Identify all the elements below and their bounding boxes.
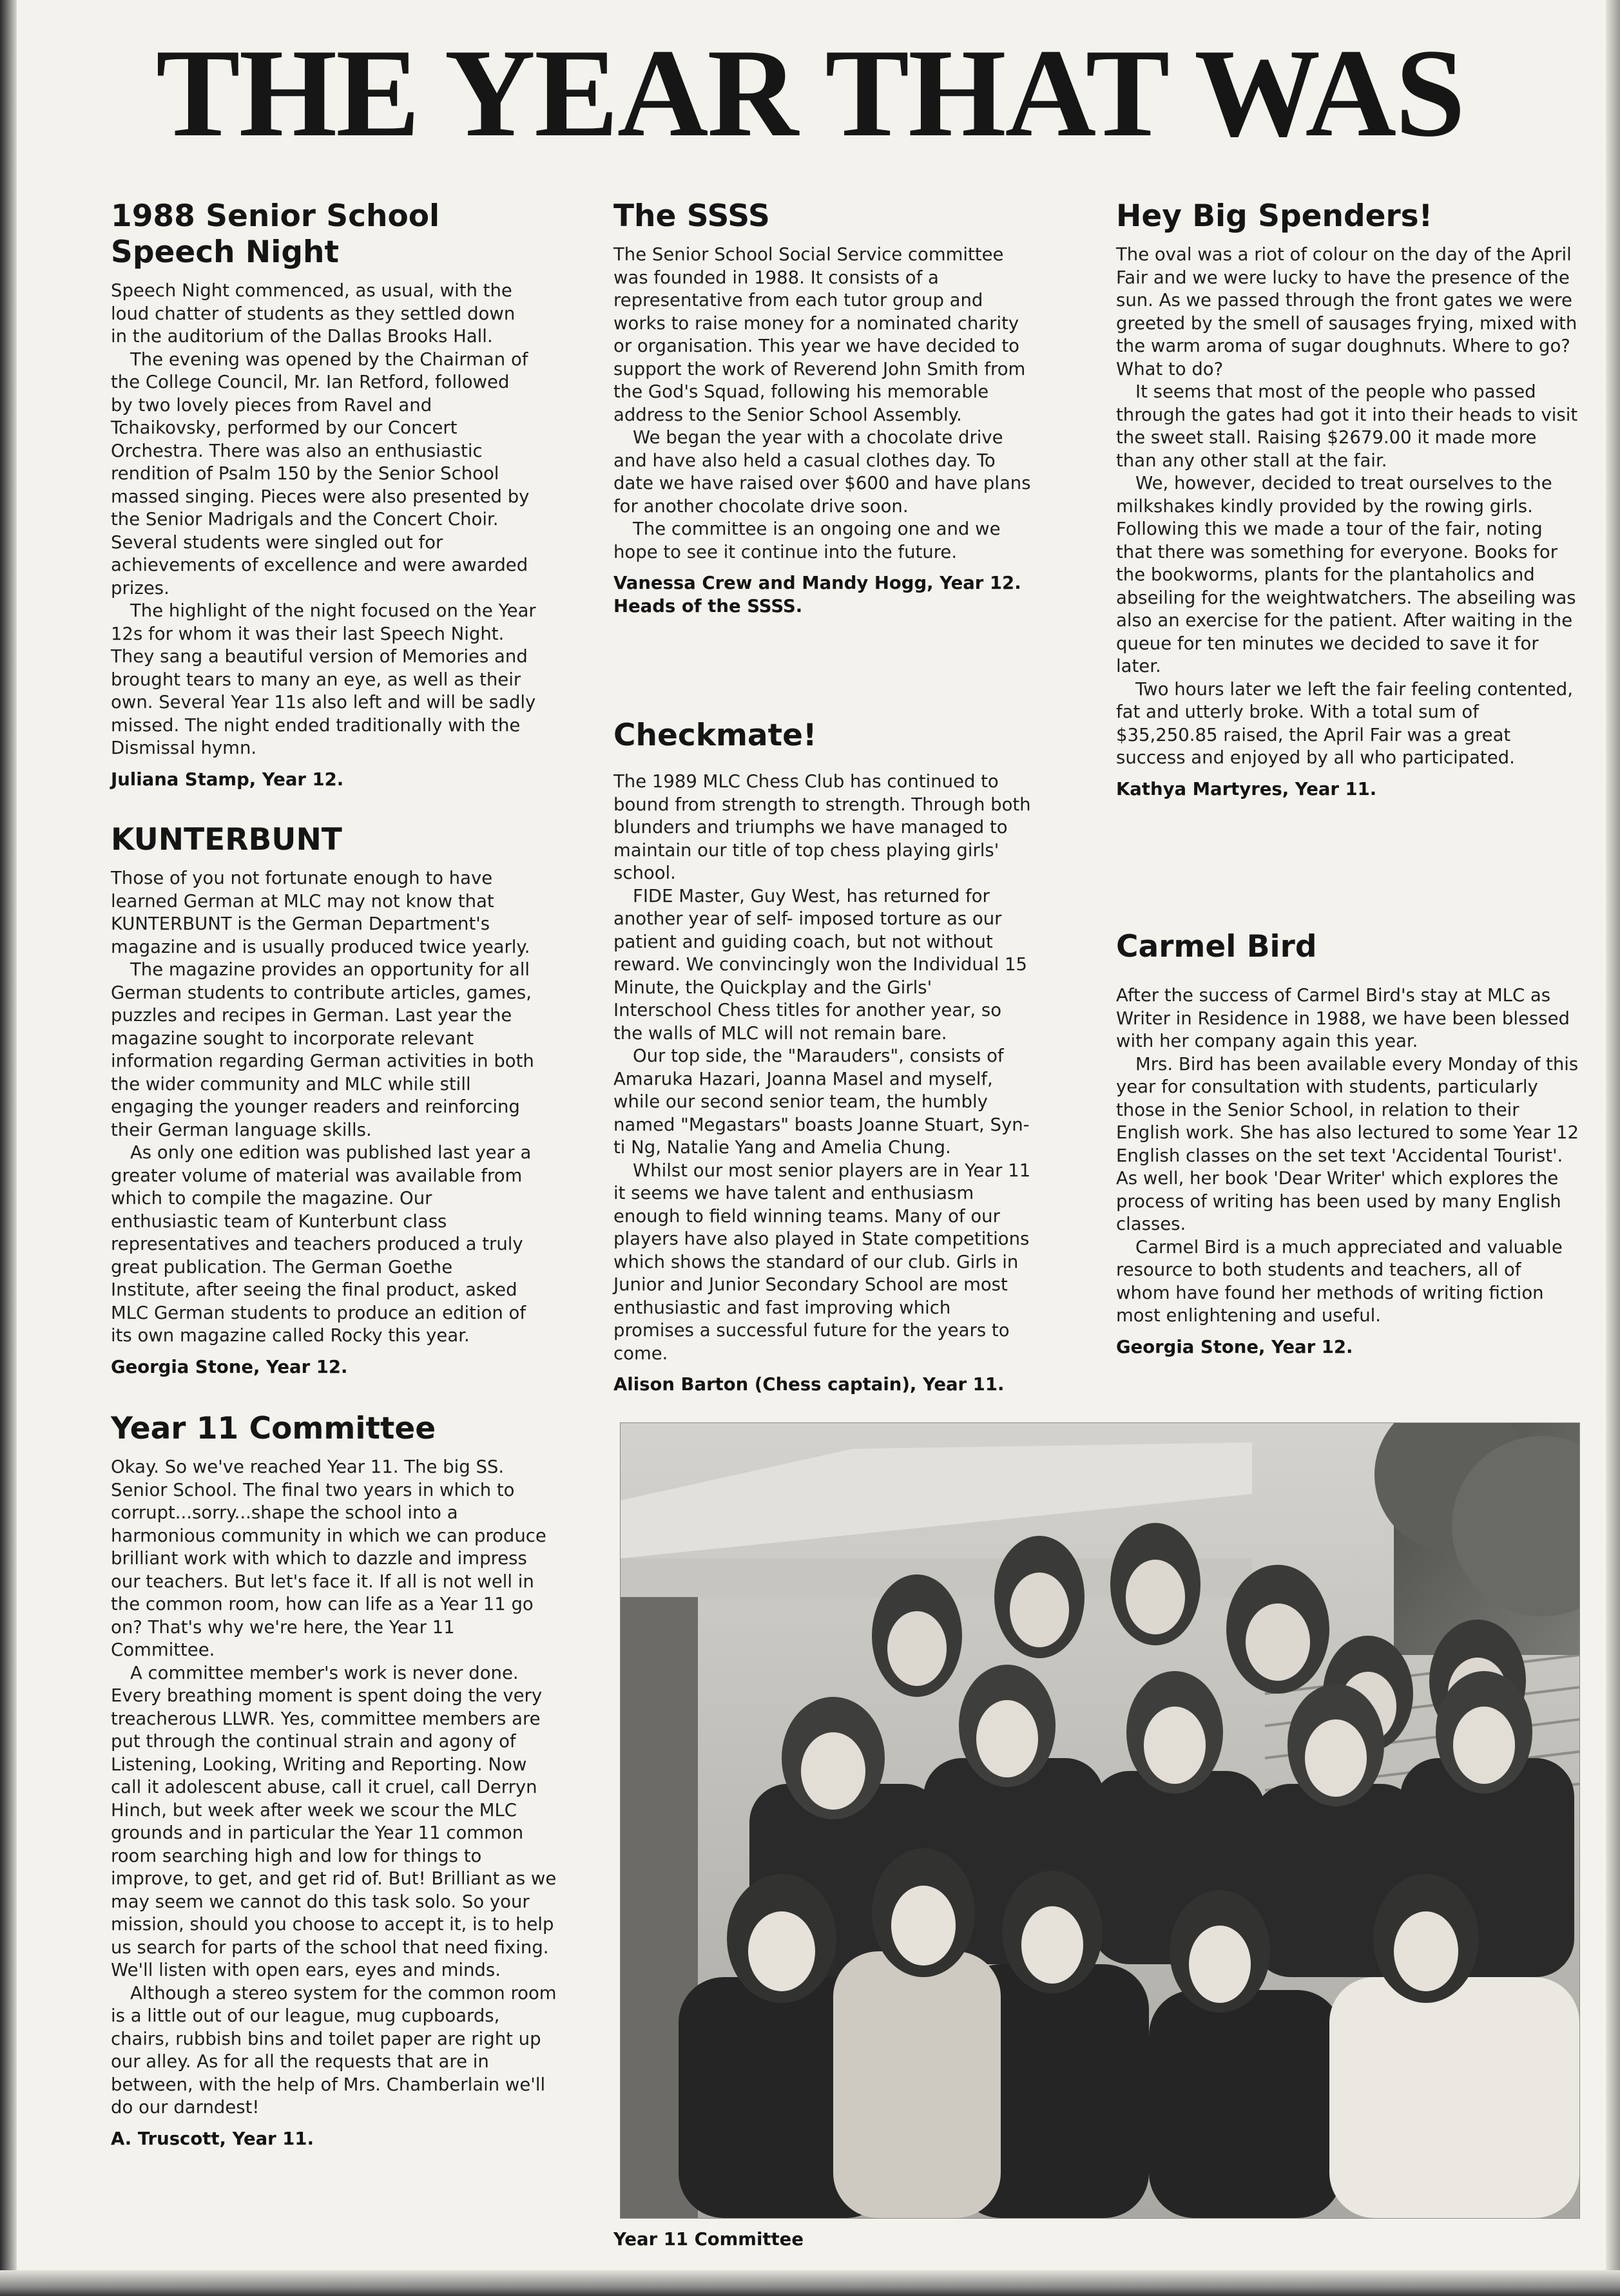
page-edge-shadow-bottom: [0, 2270, 1620, 2296]
article-paragraph: The 1989 MLC Chess Club has continued to bound from strength to strength. Through both blunders and triumphs we have managed to maintain our title of top chess playing girls' school.: [613, 771, 1031, 883]
article-byline: Juliana Stamp, Year 12.: [111, 769, 344, 790]
article-paragraph: The magazine provides an opportunity for all German students to contribute articles, games, puzzles and recipes in German. Last year the magazine sought to incorporate relevant information regarding German activities in both the wider community and MLC while still engaging the younger readers and reinforcing their German language skills.: [111, 959, 534, 1140]
page-edge-shadow-right: [1606, 0, 1620, 2296]
article-byline: Alison Barton (Chess captain), Year 11.: [613, 1374, 1005, 1395]
article-byline: A. Truscott, Year 11.: [111, 2128, 314, 2149]
article-paragraph: We, however, decided to treat ourselves to the milkshakes kindly provided by the rowing girls. Following this we made a tour of the fair, noting that there was something for everyone. Books for the bookworms, plants for the plantaholics and abseiling for the weightwatchers. The abseiling was also an exercise for the patient. After waiting in the queue for ten minutes we decided to save it for later.: [1116, 473, 1576, 676]
article-heading: Year 11 Committee: [111, 1411, 436, 1446]
article-paragraph: Although a stereo system for the common room is a little out of our league, mug cupboards, chairs, rubbish bins and toilet paper are right up our alley. As for all the requests that are in between, with the help of Mrs. Chamberlain we'll do our darndest!: [111, 1982, 557, 2118]
article-byline: Vanessa Crew and Mandy Hogg, Year 12. Heads of the SSSS.: [613, 573, 1021, 617]
article-heading: Carmel Bird: [1116, 929, 1317, 964]
article-heading: KUNTERBUNT: [111, 822, 342, 857]
article-heading: Checkmate!: [613, 718, 817, 753]
article-heading: The SSSS: [613, 198, 770, 234]
article-paragraph: It seems that most of the people who passed through the gates had got it into their heads to visit the sweet stall. Raising $2679.00 it made more than any other stall at the fair.: [1116, 381, 1578, 471]
article-paragraph: The evening was opened by the Chairman of the College Council, Mr. Ian Retford, followed by two lovely pieces from Ravel and Tchaikovsky, performed by our Concert Orchestra. There was also an enthusiastic rendition of Psalm 150 by the Senior School massed singing. Pieces were also presented by the Senior Madrigals and the Concert Choir. Several students were singled out for achievements of excellence and were awarded prizes.: [111, 349, 530, 598]
article-paragraph: Two hours later we left the fair feeling contented, fat and utterly broke. With a total sum of $35,250.85 raised, the April Fair was a great success and enjoyed by all who participated.: [1116, 678, 1573, 768]
article-paragraph: As only one edition was published last year a greater volume of material was available from which to compile the magazine. Our enthusiastic team of Kunterbunt class representatives and teachers produced a truly great publication. The German Goethe Institute, after seeing the final product, asked MLC German students to produce an edition of its own magazine called Rocky this year.: [111, 1142, 532, 1346]
article-hey-big-spenders: [1116, 198, 1580, 801]
article-paragraph: Okay. So we've reached Year 11. The big SS. Senior School. The final two years in which to corrupt...sorry...shape the school into a harmonious community in which we can produce brilliant work with which to dazzle and impress our teachers. But let's face it. If all is not well in the common room, how can life as a Year 11 go on? That's why we're here, the Year 11 Committee.: [111, 1457, 546, 1660]
article-paragraph: The highlight of the night focused on the Year 12s for whom it was their last Speech Night. They sang a beautiful version of Memories and brought tears to many an eye, as well as their own. Several Year 11s also left and will be sadly missed. The night ended traditionally with the Dismissal hymn.: [111, 600, 536, 758]
article-heading: Hey Big Spenders!: [1116, 198, 1433, 234]
article-byline: Kathya Martyres, Year 11.: [1116, 778, 1377, 799]
article-paragraph: A committee member's work is never done. Every breathing moment is spent doing the very treacherous LLWR. Yes, committee members are put through the continual strain and agony of Listening, Looking, Writing and Reporting. Now call it adolescent abuse, call it cruel, call Derryn Hinch, but week after week we scour the MLC grounds and in particular the Year 11 common room searching high and low for things to improve, to get, and get rid of. But! Brilliant as we may seem we cannot do this task solo. So your mission, should you choose to accept it, is to help us search for parts of the school that need fixing. We'll listen with open ears, eyes and minds.: [111, 1662, 557, 1980]
article-byline: Georgia Stone, Year 12.: [1116, 1336, 1353, 1357]
article-paragraph: FIDE Master, Guy West, has returned for another year of self- imposed torture as our patient and guiding coach, but not without reward. We convincingly won the Individual 15 Minute, the Quickplay and the Girls' Interschool Chess titles for another year, so the walls of MLC will not remain bare.: [613, 885, 1028, 1044]
article-paragraph: Our top side, the "Marauders", consists of Amaruka Hazari, Joanna Masel and myself, while our second senior team, the humbly named "Megastars" boasts Joanne Stuart, Syn-ti Ng, Natalie Yang and Amelia Chung.: [613, 1046, 1030, 1158]
article-byline: Georgia Stone, Year 12.: [111, 1356, 348, 1377]
article-kunterbunt: [111, 822, 536, 1379]
article-paragraph: The oval was a riot of colour on the day of the April Fair and we were lucky to have the presence of the sun. As we passed through the front gates we were greeted by the smell of sausages frying, mixed with the warm aroma of sugar doughnuts. Where to go? What to do?: [1116, 244, 1577, 379]
article-checkmate: [613, 718, 1032, 1396]
article-paragraph: Speech Night commenced, as usual, with the loud chatter of students as they settled down in the auditorium of the Dallas Brooks Hall.: [111, 280, 516, 347]
article-carmel-bird: [1116, 929, 1580, 1359]
article-paragraph: Mrs. Bird has been available every Monday of this year for consultation with students, particularly those in the Senior School, in relation to their English work. She has also lectured to some Year 12 English classes on the set text 'Accidental Tourist'. As well, her book 'Dear Writer' which explores the process of writing has been used by many English classes.: [1116, 1053, 1579, 1234]
article-speech-night: [111, 198, 536, 791]
article-ssss: [613, 198, 1032, 618]
article-paragraph: Carmel Bird is a much appreciated and valuable resource to both students and teachers, all of whom have found her methods of writing fiction most enlightening and useful.: [1116, 1236, 1563, 1326]
group-photo: [620, 1422, 1580, 2219]
article-paragraph: After the success of Carmel Bird's stay at MLC as Writer in Residence in 1988, we have been blessed with her company again this year.: [1116, 985, 1570, 1051]
photo-caption: Year 11 Committee: [613, 2229, 804, 2250]
article-heading: 1988 Senior School Speech Night: [111, 198, 440, 270]
article-year11-committee: [111, 1411, 562, 2150]
page-title: THE YEAR THAT WAS: [155, 23, 1465, 163]
article-paragraph: The committee is an ongoing one and we hope to see it continue into the future.: [613, 519, 1001, 562]
article-paragraph: The Senior School Social Service committee was founded in 1988. It consists of a representative from each tutor group and works to raise money for a nominated charity or organisation. This year we have decided to support the work of Reverend John Smith from the God's Squad, following his memorable address to the Senior School Assembly.: [613, 244, 1026, 425]
article-paragraph: We began the year with a chocolate drive and have also held a casual clothes day. To date we have raised over $600 and have plans for another chocolate drive soon.: [613, 427, 1031, 517]
page-edge-shadow-left: [0, 0, 17, 2296]
article-paragraph: Those of you not fortunate enough to have learned German at MLC may not know that KUNTERBUNT is the German Department's magazine and is usually produced twice yearly.: [111, 868, 530, 957]
article-paragraph: Whilst our most senior players are in Year 11 it seems we have talent and enthusiasm enough to field winning teams. Many of our players have also played in State competitions which shows the standard of our club. Girls in Junior and Junior Secondary School are most enthusiastic and fast improving which promises a successful future for the years to come.: [613, 1160, 1031, 1364]
